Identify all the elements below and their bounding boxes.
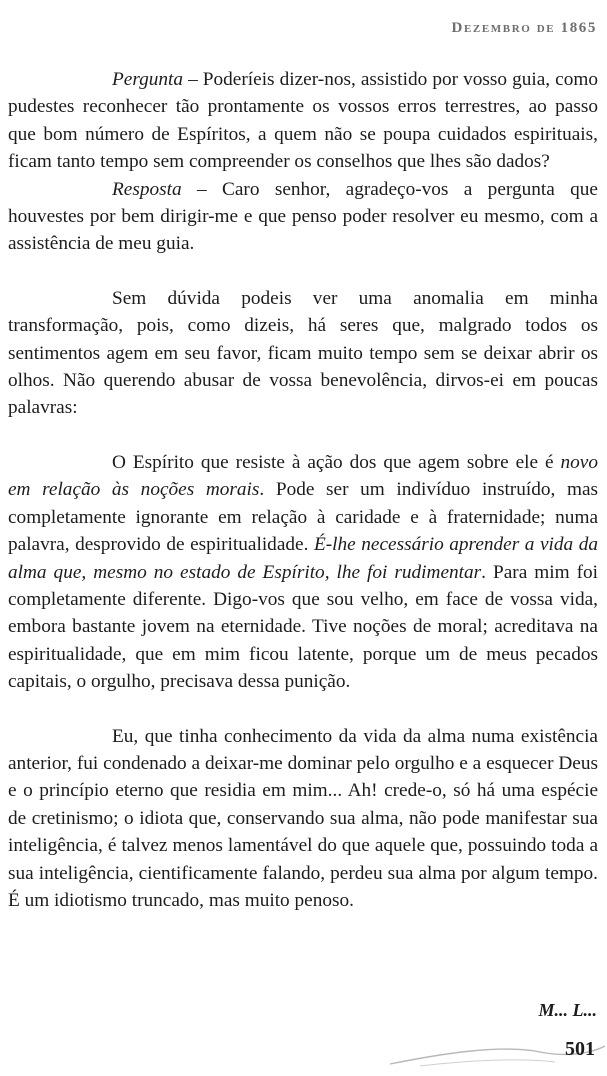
page-number: 501 [565,1038,595,1060]
paragraph-3 [8,449,598,696]
question-text: – Poderíeis dizer-nos, assistido por vosso guia, como pudestes reconhecer tão prontamente os vossos erros terrestres, ao passo que bom número de Espíritos, a quem não se poupa cuidados espirituais, ficam tanto tempo sem compreender os conselhos que lhes são dados? [8,69,598,173]
answer-text: – Caro senhor, agradeço-vos a pergunta que houvestes por bem dirigir-me e que penso poder resolver eu mesmo, com a assistência de meu guia. [8,178,598,255]
paragraph-3-italic-2: É-lhe necessário aprender a vida da alma que, mesmo no estado de Espírito, lhe foi rudimentar [8,534,598,583]
question-label: Pergunta [112,69,184,90]
question-paragraph [8,66,598,176]
paragraph-3-italic-1: novo em relação às noções morais [8,451,598,501]
answer-paragraph [8,176,598,258]
paragraph-3-part-2: . Pode ser um indivíduo instruído, mas completamente ignorante em relação à caridade e à fraternidade; numa palavra, desprovido de espiritualidade. [8,479,599,556]
paragraph-3-part-1: O Espírito que resiste à ação dos que agem sobre ele é [112,451,561,473]
paragraph-4: Eu, que tinha conhecimento da vida da alma numa existência anterior, fui condenado a deixar-me dominar pelo orgulho e a esquecer Deus e o princípio eterno que residia em mim... Ah! crede-o, só há uma espécie de cretinismo; o idiota que, conservando sua alma, não pode manifestar sua inteligência, é talvez menos lamentável do que aquele que, possuindo toda a sua inteligência, cientificamente falando, perdeu sua alma por algum tempo. É um idiotismo truncado, mas muito penoso. [8,725,598,911]
answer-label: Resposta [112,178,182,200]
page-body [8,66,598,914]
running-header: Dezembro de 1865 [451,20,597,36]
signature: M... L... [538,1000,597,1020]
paragraph-2: Sem dúvida podeis ver uma anomalia em minha transformação, pois, como dizeis, há seres que, malgrado todos os sentimentos agem em seu favor, ficam muito tempo sem se deixar abrir os olhos. Não querendo abusar de vossa benevolência, dirvos-ei em poucas palavras: [8,287,598,419]
paragraph-3-part-3: . Para mim foi completamente diferente. Digo-vos que sou velho, em face de vossa vida, embora bastante jovem na eternidade. Tive noções de moral; acreditava na espiritualidade, que em mim ficou latente, porque um de meus pecados capitais, o orgulho, precisava dessa punição. [8,561,599,693]
